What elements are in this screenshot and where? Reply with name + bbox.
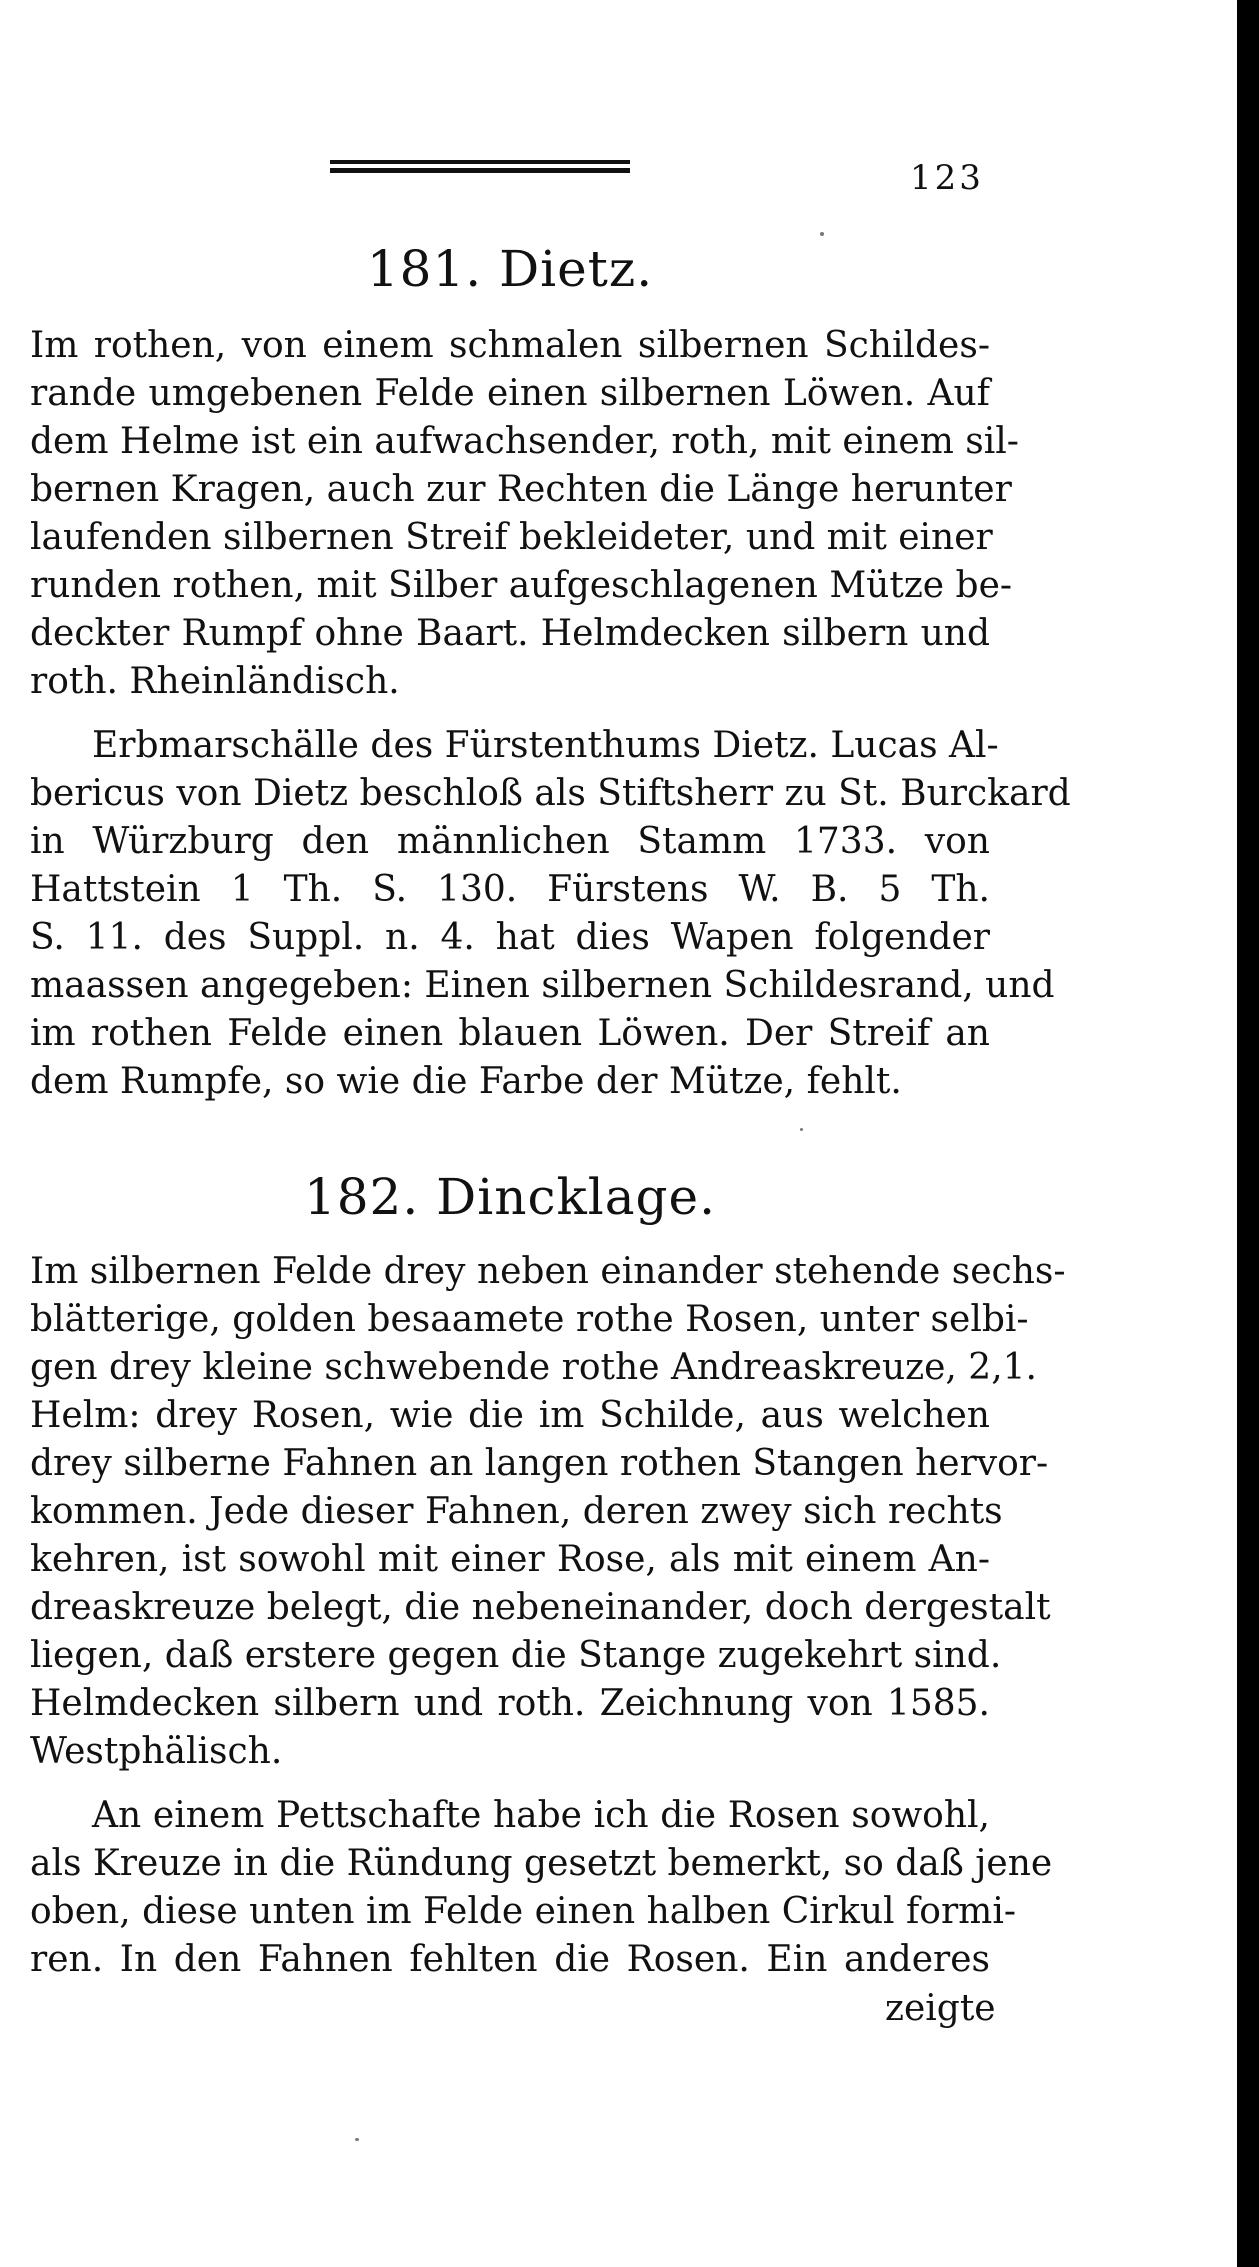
entry-paragraph <box>30 1792 1053 1984</box>
scan-speck <box>820 232 824 236</box>
text-line: Im rothen, von einem schmalen silbernen Schildes- <box>30 325 990 366</box>
text-line: kommen. Jede dieser Fahnen, deren zwey sich rechts <box>30 1491 1003 1532</box>
text-line: bericus von Dietz beschloß als Stiftsherr zu St. Burckard <box>30 773 1071 814</box>
text-line: runden rothen, mit Silber aufgeschlagenen Mütze be- <box>30 565 1013 606</box>
entry-heading: 182. Dincklage. <box>303 1168 717 1226</box>
text-line: Helm: drey Rosen, wie die im Schilde, aus welchen <box>30 1395 990 1436</box>
text-line: in Würzburg den männlichen Stamm 1733. von <box>30 821 990 862</box>
text-line: ren. In den Fahnen fehlten die Rosen. Ein anderes <box>30 1939 990 1980</box>
text-line: bernen Kragen, auch zur Rechten die Länge herunter <box>30 469 1012 510</box>
header-rule <box>330 160 630 174</box>
text-line: Hattstein 1 Th. S. 130. Fürstens W. B. 5 Th. <box>30 869 990 910</box>
scan-speck <box>355 2138 359 2141</box>
text-line: gen drey kleine schwebende rothe Andreaskreuze, 2,1. <box>30 1347 1037 1388</box>
page-number: 123 <box>910 158 984 198</box>
text-line: roth. Rheinländisch. <box>30 661 400 702</box>
book-page <box>30 0 1071 2267</box>
text-line: rande umgebenen Felde einen silbernen Löwen. Auf <box>30 373 990 414</box>
text-line: Erbmarschälle des Fürstenthums Dietz. Lucas Al- <box>92 725 999 766</box>
text-line: maassen angegeben: Einen silbernen Schildesrand, und <box>30 965 1055 1006</box>
text-line: dem Rumpfe, so wie die Farbe der Mütze, fehlt. <box>30 1061 902 1102</box>
text-line: An einem Pettschafte habe ich die Rosen sowohl, <box>92 1795 990 1836</box>
text-line: dreaskreuze belegt, die nebeneinander, doch dergestalt <box>30 1587 1051 1628</box>
text-line: liegen, daß erstere gegen die Stange zugekehrt sind. <box>30 1635 1002 1676</box>
entry-paragraph <box>30 322 1019 706</box>
text-line: Im silbernen Felde drey neben einander stehende sechs- <box>30 1251 1066 1292</box>
scan-speck <box>800 1128 803 1131</box>
text-line: Westphälisch. <box>30 1731 283 1772</box>
entry-paragraph <box>30 722 1071 1106</box>
text-line: drey silberne Fahnen an langen rothen Stangen hervor- <box>30 1443 1049 1484</box>
text-line: als Kreuze in die Ründung gesetzt bemerkt, so daß jene <box>30 1843 1053 1884</box>
text-line: S. 11. des Suppl. n. 4. hat dies Wapen folgender <box>30 917 990 958</box>
catchword: zeigte <box>885 1988 996 2029</box>
text-line: deckter Rumpf ohne Baart. Helmdecken silbern und <box>30 613 990 654</box>
scan-edge-bar <box>1237 0 1259 2267</box>
text-line: Helmdecken silbern und roth. Zeichnung von 1585. <box>30 1683 990 1724</box>
text-line: oben, diese unten im Felde einen halben Cirkul formi- <box>30 1891 1016 1932</box>
text-line: im rothen Felde einen blauen Löwen. Der Streif an <box>30 1013 990 1054</box>
text-line: blätterige, golden besaamete rothe Rosen, unter selbi- <box>30 1299 1029 1340</box>
text-line: laufenden silbernen Streif bekleideter, und mit einer <box>30 517 993 558</box>
entry-paragraph <box>30 1248 1066 1776</box>
text-line: dem Helme ist ein aufwachsender, roth, mit einem sil- <box>30 421 1019 462</box>
text-line: kehren, ist sowohl mit einer Rose, als mit einem An- <box>30 1539 990 1580</box>
entry-heading: 181. Dietz. <box>366 240 654 298</box>
